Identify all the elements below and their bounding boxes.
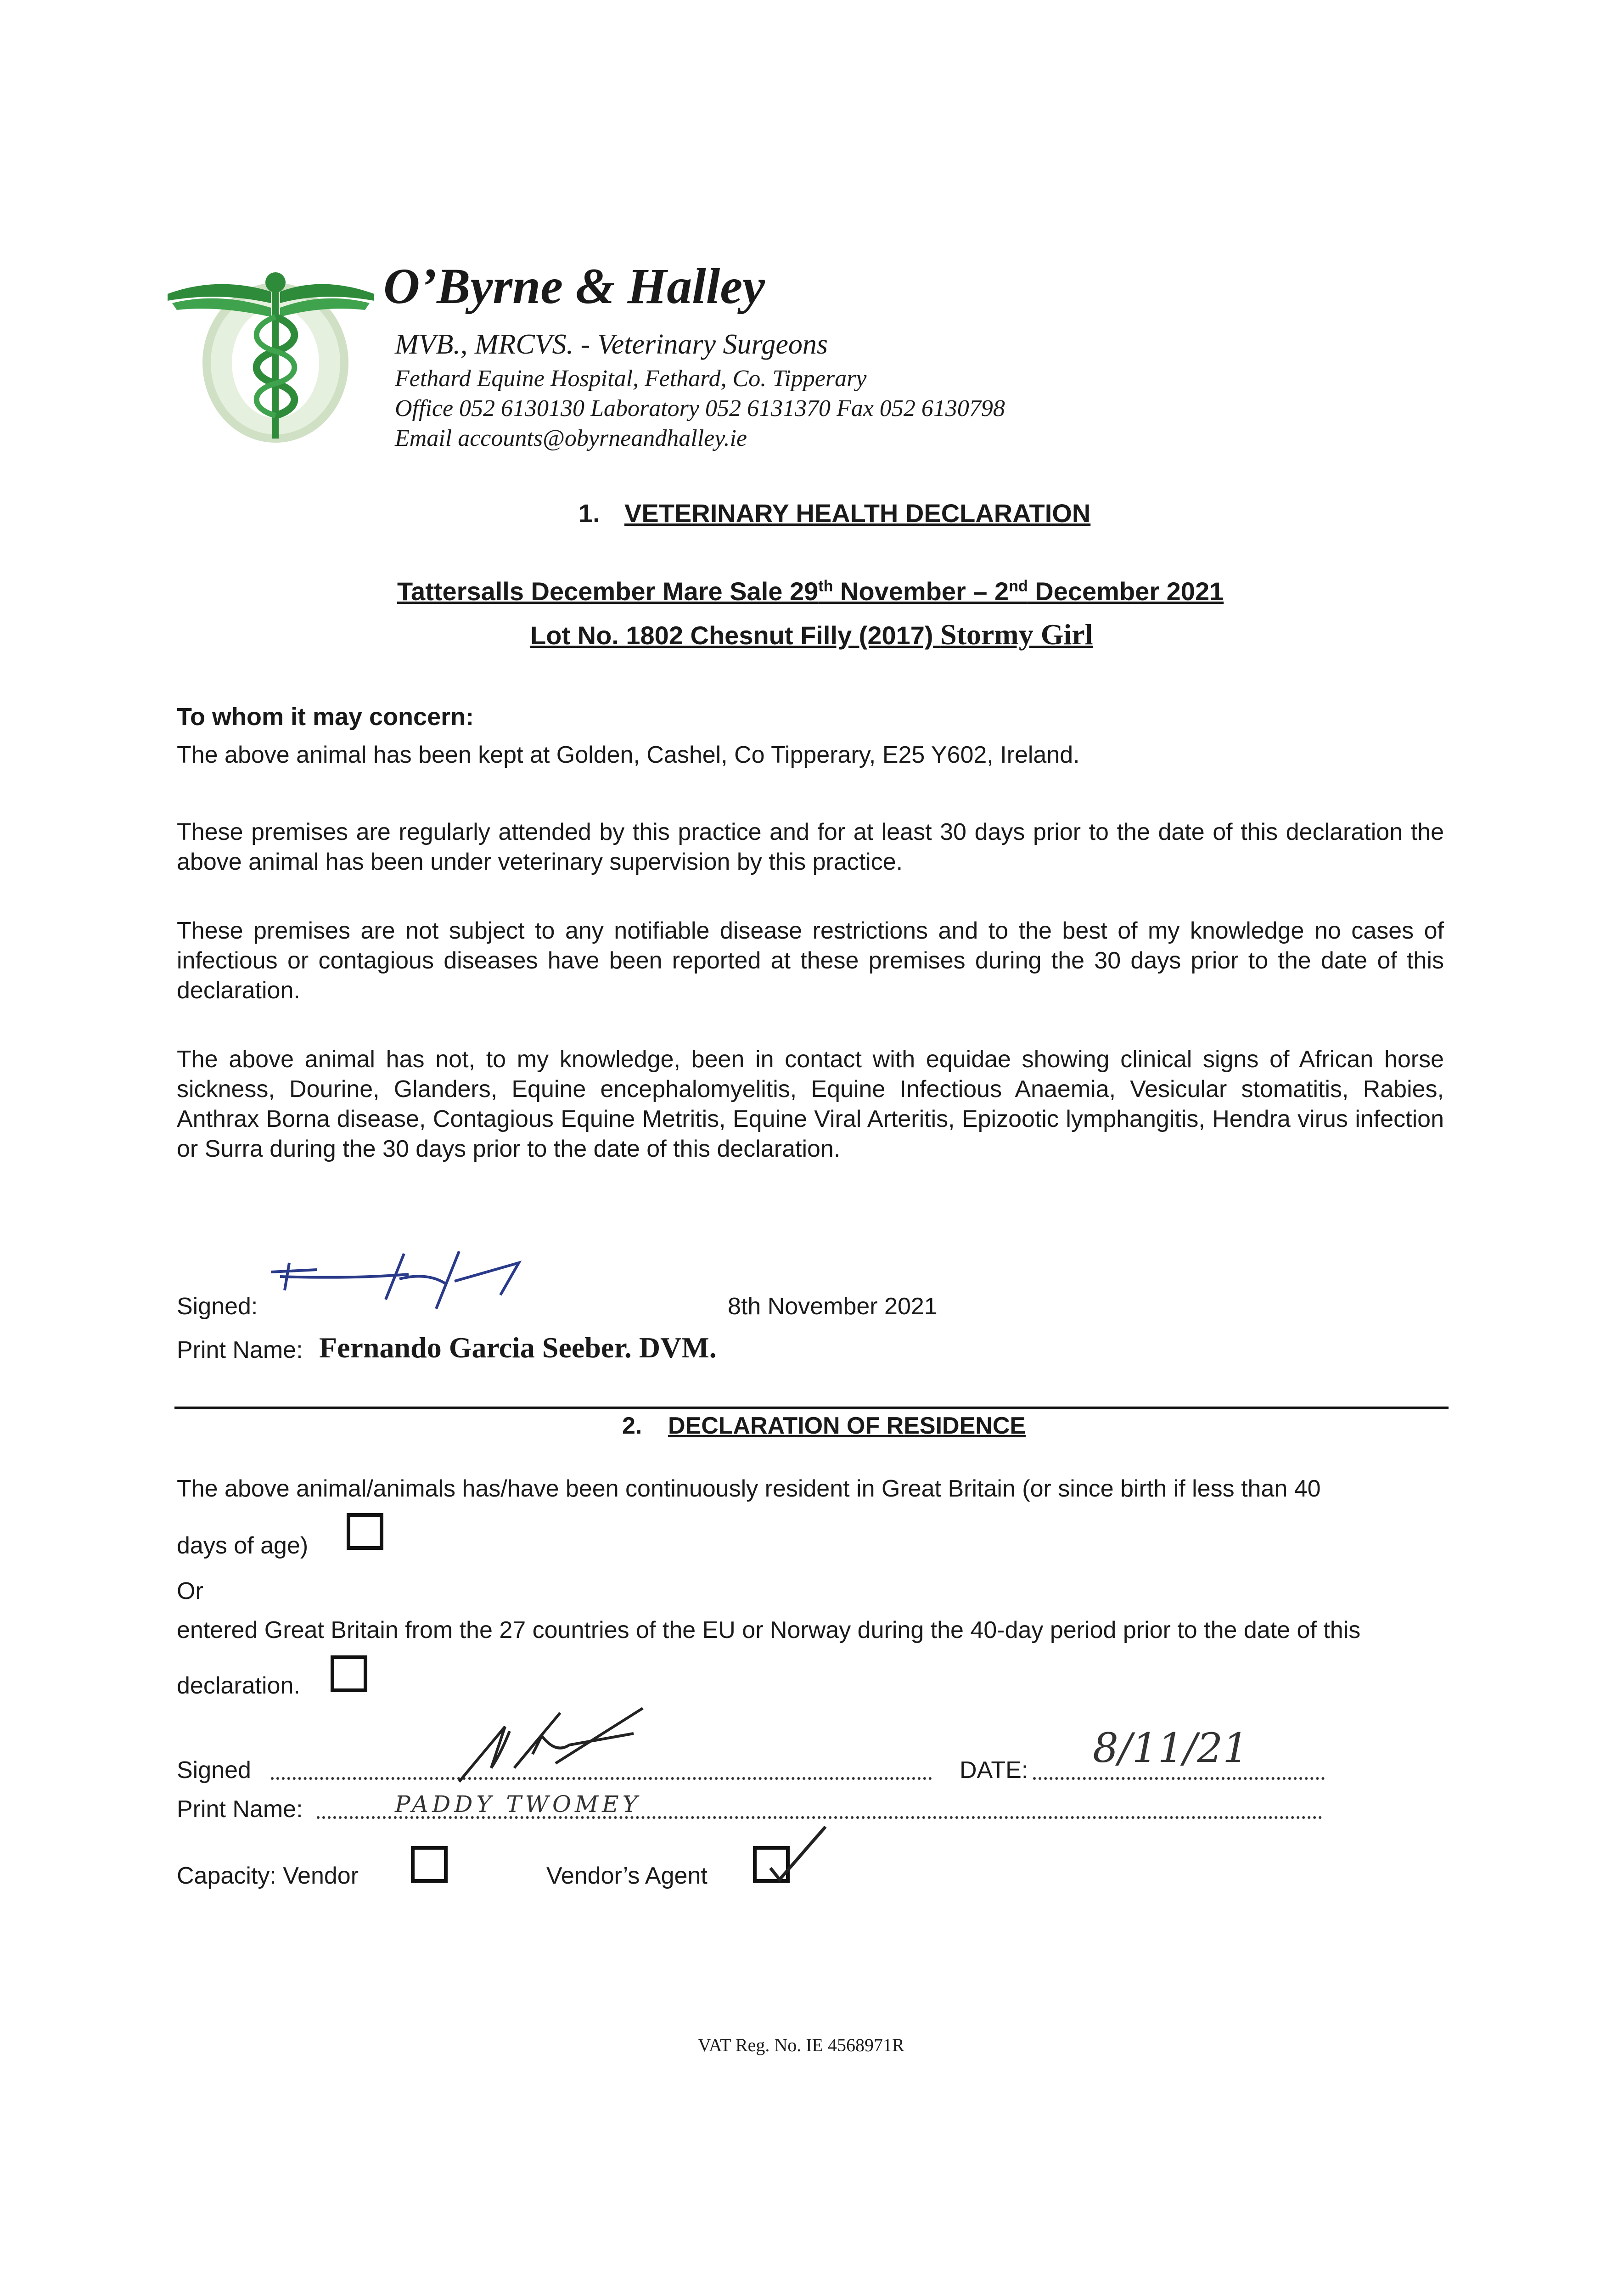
residence-para2-line1: entered Great Britain from the 27 countries of the EU or Norway during the 40-day period prior to the date of this	[177, 1617, 1361, 1643]
firm-phones: Office 052 6130130 Laboratory 052 6131370 Fax 052 6130798	[395, 395, 1005, 422]
lot-line: Lot No. 1802 Chesnut Filly (2017) Stormy Girl	[530, 618, 1093, 651]
capacity-vendor-label: Capacity: Vendor	[177, 1863, 359, 1889]
residence-para1-line1: The above animal/animals has/have been continuously resident in Great Britain (or since birth if less than 40	[177, 1475, 1321, 1502]
paragraph-premises-location: The above animal has been kept at Golden, Cashel, Co Tipperary, E25 Y602, Ireland.	[177, 742, 1080, 768]
entered-gb-checkbox[interactable]	[331, 1655, 367, 1692]
sale-line: Tattersalls December Mare Sale 29th November – 2nd December 2021	[397, 577, 1224, 606]
firm-address: Fethard Equine Hospital, Fethard, Co. Tipperary	[395, 366, 867, 392]
paragraph-no-restrictions: These premises are not subject to any notifiable disease restrictions and to the best of my knowledge no cases of infectious or contagious diseases have been reported at these premises during the 30 days prior to the date of this declaration.	[177, 917, 1444, 1004]
vendor-agent-signature	[450, 1699, 647, 1786]
signed-label: Signed:	[177, 1293, 258, 1320]
firm-name: O’Byrne & Halley	[383, 258, 765, 314]
residence-para1-line2: days of age)	[177, 1532, 309, 1559]
section2-title: DECLARATION OF RESIDENCE	[668, 1412, 1026, 1439]
section2-number: 2.	[622, 1412, 642, 1439]
residence-para2-line2: declaration.	[177, 1672, 300, 1699]
firm-email: Email accounts@obyrneandhalley.ie	[395, 425, 747, 451]
date-dotted-line	[1033, 1777, 1325, 1780]
firm-logo	[163, 266, 379, 459]
or-label: Or	[177, 1578, 203, 1604]
section1-title: VETERINARY HEALTH DECLARATION	[624, 499, 1091, 528]
vendor-checkbox[interactable]	[411, 1846, 448, 1883]
paragraph-supervision: These premises are regularly attended by this practice and for at least 30 days prior to the date of this declaration the above animal has been under veterinary supervision by this practice.	[177, 819, 1444, 875]
paragraph-disease-contact: The above animal has not, to my knowledge, been in contact with equidae showing clinical signs of African horse sickness, Dourine, Glanders, Equine encephalomyelitis, Equine Infectious Anaemia, Vesicular stomatitis, Rabies, Anthrax Borna disease, Contagious Equine Metritis, Equine Viral Arteritis, Epizootic lymphangitis, Hendra virus infection or Surra during the 30 days prior to the date of this declaration.	[177, 1046, 1444, 1162]
residence-print-name-label: Print Name:	[177, 1796, 303, 1823]
vet-signature	[262, 1244, 537, 1318]
section-divider	[174, 1407, 1449, 1409]
salutation: To whom it may concern:	[177, 703, 474, 731]
checkmark-icon	[752, 1818, 844, 1896]
vendor-agent-label: Vendor’s Agent	[546, 1863, 708, 1889]
resident-gb-checkbox[interactable]	[347, 1513, 383, 1550]
firm-qualifications: MVB., MRCVS. - Veterinary Surgeons	[395, 329, 828, 360]
section1-number: 1.	[578, 499, 600, 528]
vendor-agent-checkbox[interactable]	[753, 1846, 790, 1883]
vat-number: VAT Reg. No. IE 4568971R	[698, 2035, 904, 2055]
print-name-label: Print Name:	[177, 1337, 303, 1363]
horse-name: Stormy Girl	[940, 618, 1093, 651]
vet-print-name: Fernando Garcia Seeber. DVM.	[319, 1331, 717, 1364]
residence-print-name-value: PADDY TWOMEY	[395, 1791, 641, 1818]
residence-date-value: 8/11/21	[1093, 1724, 1249, 1772]
residence-signed-label: Signed	[177, 1757, 251, 1784]
vet-declaration-date: 8th November 2021	[728, 1293, 938, 1320]
residence-date-label: DATE:	[960, 1757, 1028, 1784]
